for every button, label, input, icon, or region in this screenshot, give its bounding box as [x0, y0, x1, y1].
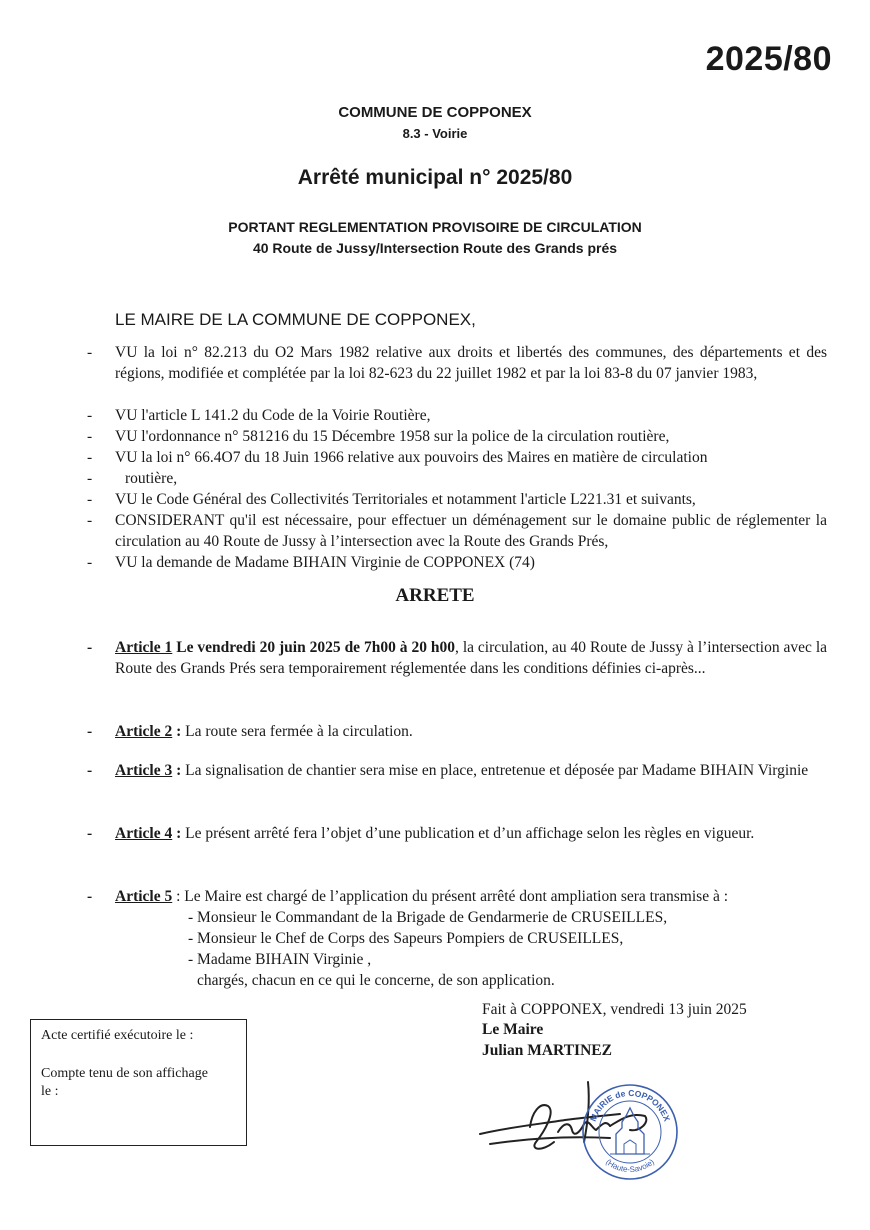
- svg-text:MAIRIE de COPPONEX: [588, 1088, 672, 1123]
- article-body: : Le Maire est chargé de l’application du présent arrêté dont ampliation sera transmise à :: [172, 888, 729, 905]
- category-label: 8.3 - Voirie: [402, 126, 468, 141]
- article-body: , la circulation, au 40 Route de Jussy à l’intersection avec la Route des Grands Prés sera temporairement réglementée dans les conditions définies ci-après...: [115, 639, 828, 677]
- list-dash: -: [87, 344, 93, 361]
- document-reference-number: 2025/80: [705, 40, 832, 78]
- article-label: Article 1: [115, 639, 173, 656]
- consideration-text: VU le Code Général des Collectivités Territoriales et notamment l'article L221.31 et suivants,: [115, 491, 696, 508]
- consideration-text: VU la demande de Madame BIHAIN Virginie de COPPONEX (74): [115, 554, 535, 571]
- article-label: Article 3: [115, 762, 173, 779]
- consideration-text: VU l'ordonnance n° 581216 du 15 Décembre 1958 sur la police de la circulation routière,: [115, 428, 670, 445]
- consideration-text: VU la loi n° 82.213 du O2 Mars 1982 relative aux droits et libertés des communes, des départements et des régions, modifiée et complétée par la loi 82-623 du 22 juillet 1982 et par la loi 83-8 du 07 janvier 1983,: [115, 344, 827, 382]
- list-dash: -: [87, 428, 93, 445]
- place-date: Fait à COPPONEX, vendredi 13 juin 2025: [482, 1001, 747, 1018]
- consideration-text: VU la loi n° 66.4O7 du 18 Juin 1966 relative aux pouvoirs des Maires en matière de circulation: [115, 449, 708, 466]
- article-body: La signalisation de chantier sera mise en place, entretenue et déposée par Madame BIHAIN Virginie: [181, 762, 809, 779]
- official-stamp: [580, 1082, 680, 1182]
- article-text: [115, 721, 827, 742]
- list-dash: -: [87, 407, 93, 424]
- mayor-title: Le Maire: [482, 1021, 544, 1038]
- article-text: [115, 886, 827, 907]
- article-label: Article 2: [115, 723, 173, 740]
- list-dash: -: [87, 470, 93, 487]
- article-text: [115, 760, 827, 781]
- consideration-text: VU l'article L 141.2 du Code de la Voirie Routière,: [115, 407, 431, 424]
- article-text: [115, 637, 827, 679]
- list-dash: -: [87, 723, 93, 740]
- certificate-line-2: Compte tenu de son affichage: [41, 1066, 208, 1081]
- list-dash: -: [87, 762, 93, 779]
- article-date: Le vendredi 20 juin 2025 de 7h00 à 20 h00: [176, 639, 456, 656]
- list-dash: -: [87, 888, 93, 905]
- recipient-item: - Monsieur le Commandant de la Brigade de Gendarmerie de CRUSEILLES,: [188, 909, 668, 926]
- list-dash: -: [87, 825, 93, 842]
- article-body: La route sera fermée à la circulation.: [181, 723, 413, 740]
- article-label: Article 4: [115, 825, 173, 842]
- article-label: Article 5: [115, 888, 173, 905]
- arrete-heading: ARRETE: [395, 585, 475, 606]
- stamp-bottom-text: (Haute-Savoie): [603, 1157, 657, 1175]
- article-body: Le présent arrêté fera l’objet d’une publication et d’un affichage selon les règles en vigueur.: [181, 825, 755, 842]
- list-dash: -: [87, 512, 93, 529]
- certificate-line-3: le :: [41, 1084, 59, 1099]
- consideration-text: routière,: [125, 470, 178, 487]
- stamp-top-text: MAIRIE de COPPONEX: [587, 1087, 673, 1123]
- list-dash: -: [87, 491, 93, 508]
- list-dash: -: [87, 449, 93, 466]
- article-colon: :: [172, 762, 182, 779]
- mayor-name: Julian MARTINEZ: [482, 1042, 612, 1059]
- recipient-item: - Madame BIHAIN Virginie ,: [188, 951, 372, 968]
- list-dash: -: [87, 639, 93, 656]
- svg-text:(Haute-Savoie): [604, 1157, 656, 1174]
- list-dash: -: [87, 554, 93, 571]
- mayor-heading: LE MAIRE DE LA COMMUNE DE COPPONEX,: [115, 310, 476, 329]
- decree-title: Arrêté municipal n° 2025/80: [297, 166, 573, 189]
- article-text: [115, 823, 827, 844]
- subject-line-2: 40 Route de Jussy/Intersection Route des Grands prés: [252, 240, 618, 256]
- recipient-item: - Monsieur le Chef de Corps des Sapeurs Pompiers de CRUSEILLES,: [188, 930, 624, 947]
- article-colon: :: [172, 723, 182, 740]
- consideration-text: CONSIDERANT qu'il est nécessaire, pour effectuer un déménagement sur le domaine public de réglementer la circulation au 40 Route de Jussy à l’intersection avec la Route des Grands Prés,: [115, 512, 827, 550]
- article-colon: :: [172, 825, 182, 842]
- article-closing: chargés, chacun en ce qui le concerne, de son application.: [197, 972, 555, 989]
- certificate-line-1: Acte certifié exécutoire le :: [41, 1028, 194, 1043]
- commune-name: COMMUNE DE COPPONEX: [338, 104, 532, 121]
- subject-line-1: PORTANT REGLEMENTATION PROVISOIRE DE CIRCULATION: [228, 219, 642, 235]
